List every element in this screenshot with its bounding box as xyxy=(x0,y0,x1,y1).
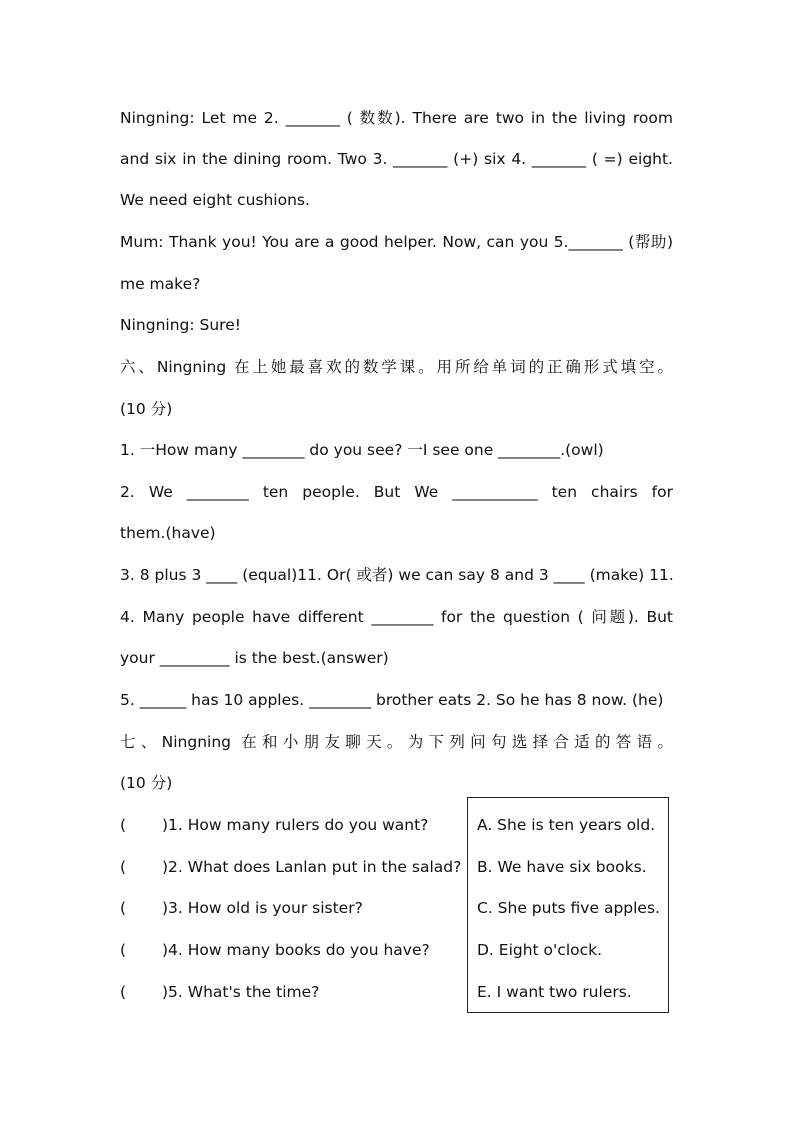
section6-heading: 六、Ningning 在上她最喜欢的数学课。用所给单词的正确形式填空。 xyxy=(120,358,673,376)
section6-item-1: 1. 一How many ________ do you see? 一I see one ________.(owl) xyxy=(120,441,604,459)
section7-score: (10 分) xyxy=(120,774,173,792)
section6-item-4-cont: your _________ is the best.(answer) xyxy=(120,649,389,667)
question-text: )3. How old is your sister? xyxy=(162,899,363,917)
option-b: B. We have six books. xyxy=(477,858,647,876)
answer-paren[interactable]: ( xyxy=(120,816,127,834)
dialogue-line-6: Ningning: Sure! xyxy=(120,316,241,334)
option-d: D. Eight o'clock. xyxy=(477,941,603,959)
section6-score: (10 分) xyxy=(120,400,173,418)
question-3 xyxy=(120,898,363,918)
answer-paren[interactable]: ( xyxy=(120,858,127,876)
section6-item-4: 4. Many people have different ________ for the question ( 问题). But xyxy=(120,608,673,626)
question-5 xyxy=(120,982,319,1002)
question-text: )2. What does Lanlan put in the salad? xyxy=(162,858,462,876)
section6-item-2: 2. We ________ ten people. But We ___________ ten chairs for xyxy=(120,483,673,501)
answer-paren[interactable]: ( xyxy=(120,899,127,917)
option-a: A. She is ten years old. xyxy=(477,816,656,834)
question-2 xyxy=(120,857,461,877)
question-4 xyxy=(120,940,430,960)
dialogue-line-4: Mum: Thank you! You are a good helper. Now, can you 5._______ (帮助) xyxy=(120,233,673,251)
dialogue-line-2: and six in the dining room. Two 3. _______ (+) six 4. _______ ( =) eight. xyxy=(120,150,673,168)
dialogue-line-3: We need eight cushions. xyxy=(120,191,310,209)
option-e: E. I want two rulers. xyxy=(477,983,632,1001)
section6-item-3: 3. 8 plus 3 ____ (equal)11. Or( 或者) we can say 8 and 3 ____ (make) 11. xyxy=(120,566,674,584)
option-c: C. She puts five apples. xyxy=(477,899,660,917)
answer-options-box xyxy=(467,797,669,1013)
question-text: )1. How many rulers do you want? xyxy=(162,816,429,834)
section6-item-2-cont: them.(have) xyxy=(120,524,216,542)
question-1 xyxy=(120,815,428,835)
dialogue-line-1: Ningning: Let me 2. _______ ( 数数). There are two in the living room xyxy=(120,109,673,127)
section6-item-5: 5. ______ has 10 apples. ________ brother eats 2. So he has 8 now. (he) xyxy=(120,691,664,709)
dialogue-line-5: me make? xyxy=(120,275,201,293)
answer-paren[interactable]: ( xyxy=(120,941,127,959)
section7-heading: 七、Ningning 在和小朋友聊天。为下列问句选择合适的答语。 xyxy=(120,733,673,751)
answer-paren[interactable]: ( xyxy=(120,983,127,1001)
question-text: )4. How many books do you have? xyxy=(162,941,430,959)
question-text: )5. What's the time? xyxy=(162,983,320,1001)
